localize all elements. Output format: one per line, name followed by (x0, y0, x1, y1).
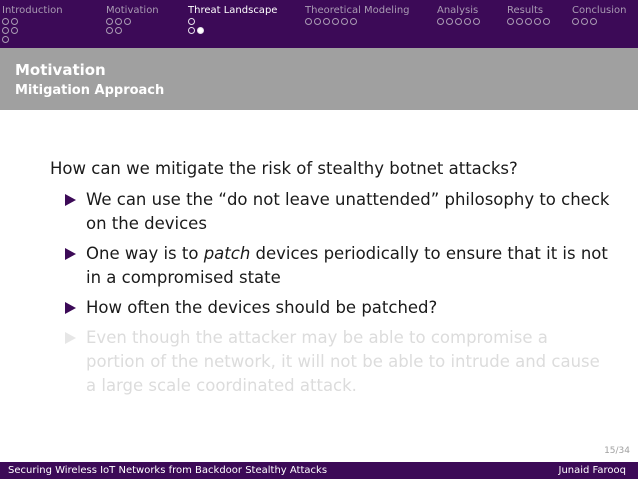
slide-dot-icon[interactable] (11, 27, 18, 34)
slide-dot-icon[interactable] (525, 18, 532, 25)
slide-dot-icon[interactable] (437, 18, 444, 25)
frame-title-bar (0, 48, 638, 110)
slide-dot-icon[interactable] (188, 27, 195, 34)
slide-dot-icon[interactable] (332, 18, 339, 25)
nav-section-motivation[interactable] (106, 5, 159, 35)
slide-dot-icon[interactable] (572, 18, 579, 25)
footer-author: Junaid Farooq (558, 465, 626, 476)
slide-dot-icon[interactable] (507, 18, 514, 25)
nav-label[interactable]: Conclusion (572, 5, 627, 16)
bullet-text (86, 242, 610, 290)
bullet-item (50, 242, 610, 290)
nav-section-results[interactable] (507, 5, 550, 26)
slide-dot-icon[interactable] (455, 18, 462, 25)
bullet-item (50, 296, 610, 320)
nav-label[interactable]: Analysis (437, 5, 479, 16)
nav-label[interactable]: Results (507, 5, 544, 16)
nav-label[interactable]: Threat Landscape (188, 5, 278, 16)
bullet-text-part: devices periodically to ensure that it is not in a compromised state (86, 244, 608, 287)
bullet-text: How often the devices should be patched? (86, 298, 438, 317)
frame-title: Motivation (15, 61, 106, 79)
bullet-list (50, 188, 610, 398)
slide-dot-icon[interactable] (2, 36, 9, 43)
nav-label[interactable]: Motivation (106, 5, 159, 16)
frame-subtitle: Mitigation Approach (15, 83, 165, 98)
triangle-bullet-icon (65, 302, 76, 314)
slide-dot-icon[interactable] (341, 18, 348, 25)
bullet-item (50, 188, 610, 236)
slide-dot-icon[interactable] (534, 18, 541, 25)
bullet-text-part: One way is to (86, 244, 204, 263)
slide-dot-icon[interactable] (464, 18, 471, 25)
bullet-text: Even though the attacker may be able to compromise a portion of the network, it will not be able to intrude and cause a large scale coordinated attack. (86, 328, 600, 395)
slide-dot-icon[interactable] (446, 18, 453, 25)
slide-dot-icon[interactable] (516, 18, 523, 25)
nav-section-analysis[interactable] (437, 5, 480, 26)
slide-dot-icon[interactable] (124, 18, 131, 25)
bullet-text: We can use the “do not leave unattended” philosophy to check on the devices (86, 190, 610, 233)
slide-dot-icon[interactable] (115, 18, 122, 25)
slide-dot-icon[interactable] (314, 18, 321, 25)
slide-dot-icon[interactable] (305, 18, 312, 25)
triangle-bullet-icon (65, 248, 76, 260)
footer-bar (0, 462, 638, 479)
nav-section-theoretical-modeling[interactable] (305, 5, 410, 26)
slide-dot-icon[interactable] (323, 18, 330, 25)
slide-dot-icon[interactable] (188, 18, 195, 25)
slide-dot-icon[interactable] (115, 27, 122, 34)
nav-section-threat-landscape[interactable] (188, 5, 277, 35)
footer-presentation-title: Securing Wireless IoT Networks from Backdoor Stealthy Attacks (8, 465, 328, 476)
triangle-bullet-icon (65, 332, 76, 344)
triangle-bullet-icon (65, 194, 76, 206)
slide-dot-icon[interactable] (581, 18, 588, 25)
main-question: How can we mitigate the risk of stealthy botnet attacks? (50, 159, 518, 178)
emphasized-word: patch (203, 244, 251, 263)
nav-label[interactable]: Theoretical Modeling (305, 5, 410, 16)
slide-dot-icon[interactable] (11, 18, 18, 25)
slide-dot-icon[interactable] (106, 18, 113, 25)
bullet-item-hidden-overlay (50, 326, 610, 398)
slide-dot-icon[interactable] (106, 27, 113, 34)
section-navigation-bar (0, 0, 638, 48)
slide-dot-icon[interactable] (473, 18, 480, 25)
slide-dot-icon[interactable] (590, 18, 597, 25)
current-slide-dot-icon[interactable] (197, 27, 204, 34)
nav-section-introduction[interactable] (2, 5, 63, 44)
slide-dot-icon[interactable] (543, 18, 550, 25)
slide-dot-icon[interactable] (2, 27, 9, 34)
nav-section-conclusion[interactable] (572, 5, 627, 26)
nav-label[interactable]: Introduction (2, 5, 63, 16)
slide-dot-icon[interactable] (2, 18, 9, 25)
slide-content (50, 158, 610, 404)
page-number: 15/34 (604, 446, 630, 456)
slide-dot-icon[interactable] (350, 18, 357, 25)
